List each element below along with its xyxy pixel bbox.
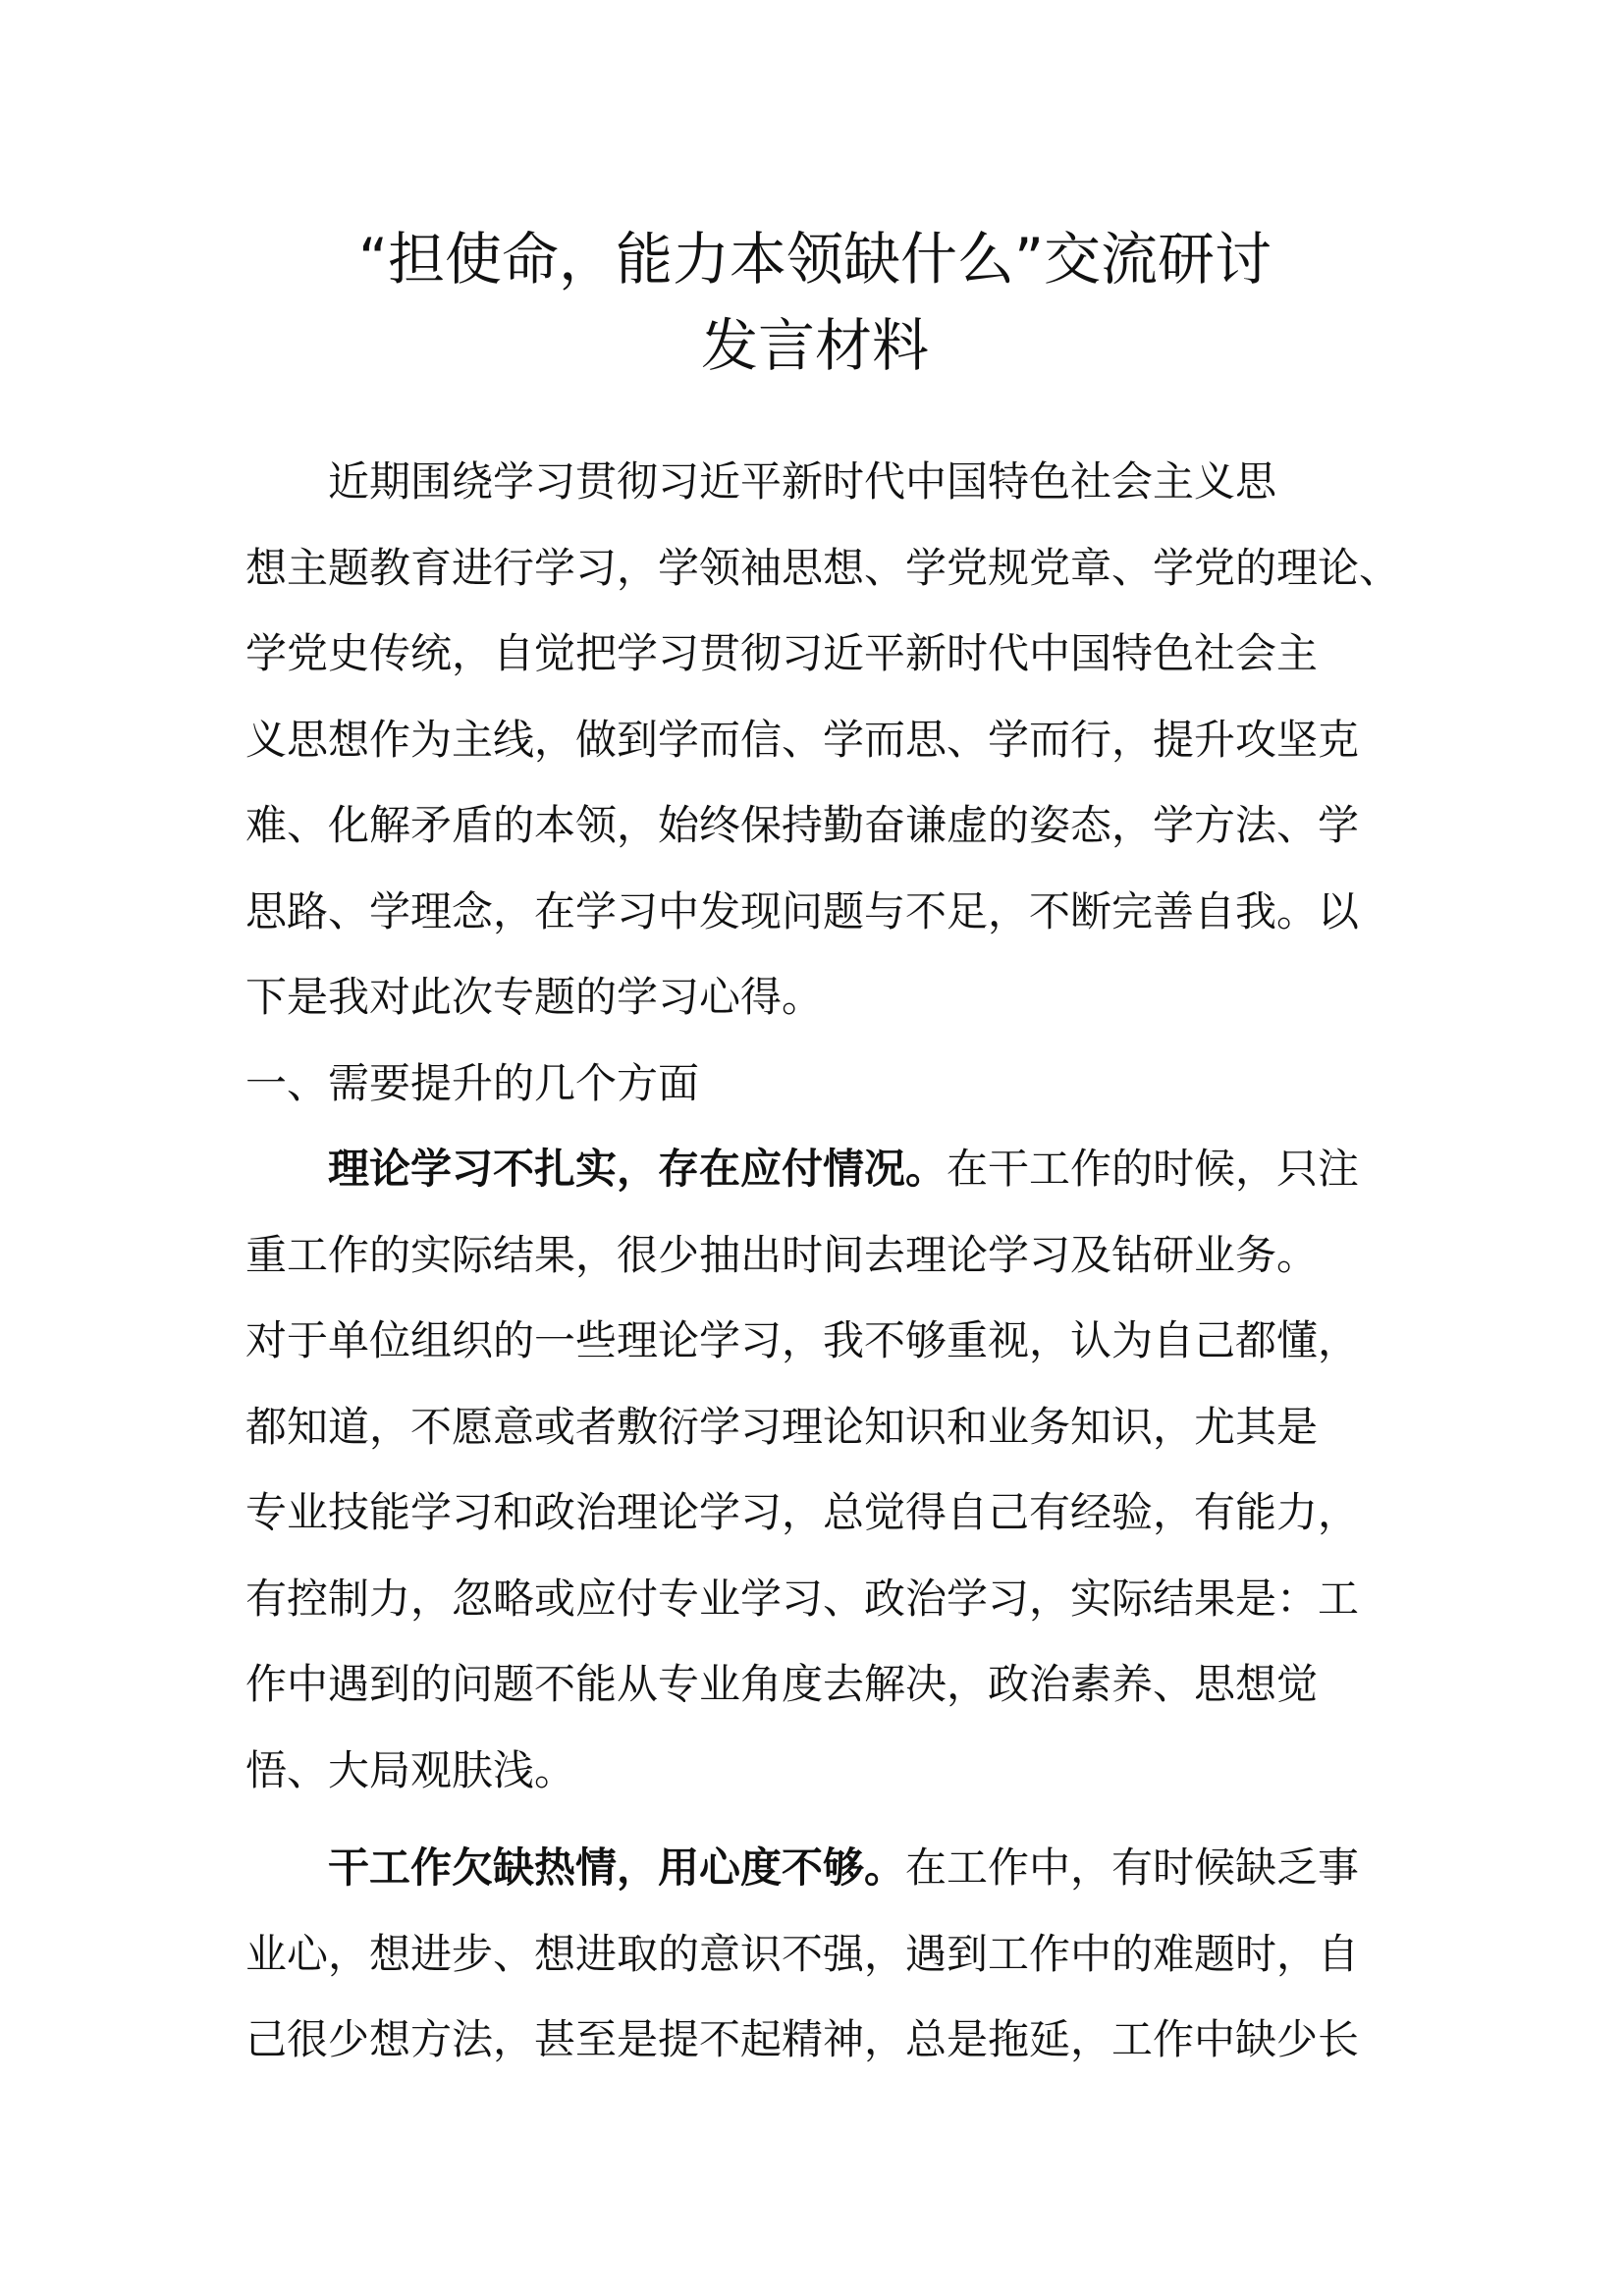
paragraph-line: 业心，想进步、想进取的意识不强，遇到工作中的难题时，自 xyxy=(245,1929,1360,1978)
intro-line: 下是我对此次专题的学习心得。 xyxy=(245,973,824,1021)
section-heading xyxy=(245,1041,1404,1127)
paragraph-line: 己很少想方法，甚至是提不起精神，总是拖延，工作中缺少长 xyxy=(245,2015,1360,2063)
paragraph-spacer xyxy=(245,1813,1404,1825)
document-title-line-1: “担使命，能力本领缺什么”交流研讨 xyxy=(357,226,1272,293)
intro-line: 义思想作为主线，做到学而信、学而思、学而行，提升攻坚克 xyxy=(245,715,1360,764)
intro-line: 近期围绕学习贯彻习近平新时代中国特色社会主义思 xyxy=(328,457,1277,506)
paragraph-work-enthusiasm xyxy=(245,1825,1404,2083)
document-body xyxy=(245,439,1404,2083)
paragraph-line: 有控制力，忽略或应付专业学习、政治学习，实际结果是：工 xyxy=(245,1574,1360,1623)
section-1-heading: 一、需要提升的几个方面 xyxy=(245,1058,700,1107)
paragraph-first-rest: 在干工作的时候，只注 xyxy=(947,1145,1360,1193)
document-title-line-2: 发言材料 xyxy=(700,312,929,379)
paragraph-line: 专业技能学习和政治理论学习，总觉得自己有经验，有能力， xyxy=(245,1488,1360,1536)
paragraph-theory-study xyxy=(245,1126,1404,1813)
intro-line: 思路、学理念，在学习中发现问题与不足，不断完善自我。以 xyxy=(245,886,1360,935)
paragraph-bold-lead: 干工作欠缺热情，用心度不够。 xyxy=(328,1843,906,1892)
intro-paragraph xyxy=(245,439,1404,1041)
paragraph-first-rest: 在工作中，有时候缺乏事 xyxy=(905,1843,1360,1892)
paragraph-line: 作中遇到的问题不能从专业角度去解决，政治素养、思想觉 xyxy=(245,1660,1319,1708)
paragraph-bold-lead: 理论学习不扎实，存在应付情况。 xyxy=(328,1145,947,1193)
paragraph-line: 对于单位组织的一些理论学习，我不够重视，认为自己都懂， xyxy=(245,1316,1360,1364)
intro-line: 学党史传统，自觉把学习贯彻习近平新时代中国特色社会主 xyxy=(245,629,1319,677)
intro-line: 想主题教育进行学习，学领袖思想、学党规党章、学党的理论、 xyxy=(245,543,1401,592)
intro-line: 难、化解矛盾的本领，始终保持勤奋谦虚的姿态，学方法、学 xyxy=(245,801,1360,849)
paragraph-line: 重工作的实际结果，很少抽出时间去理论学习及钻研业务。 xyxy=(245,1230,1319,1279)
paragraph-first-line xyxy=(245,1825,1404,1911)
paragraph-line: 都知道，不愿意或者敷衍学习理论知识和业务知识，尤其是 xyxy=(245,1402,1319,1451)
paragraph-line: 悟、大局观肤浅。 xyxy=(245,1745,576,1794)
paragraph-first-line xyxy=(245,1126,1404,1212)
